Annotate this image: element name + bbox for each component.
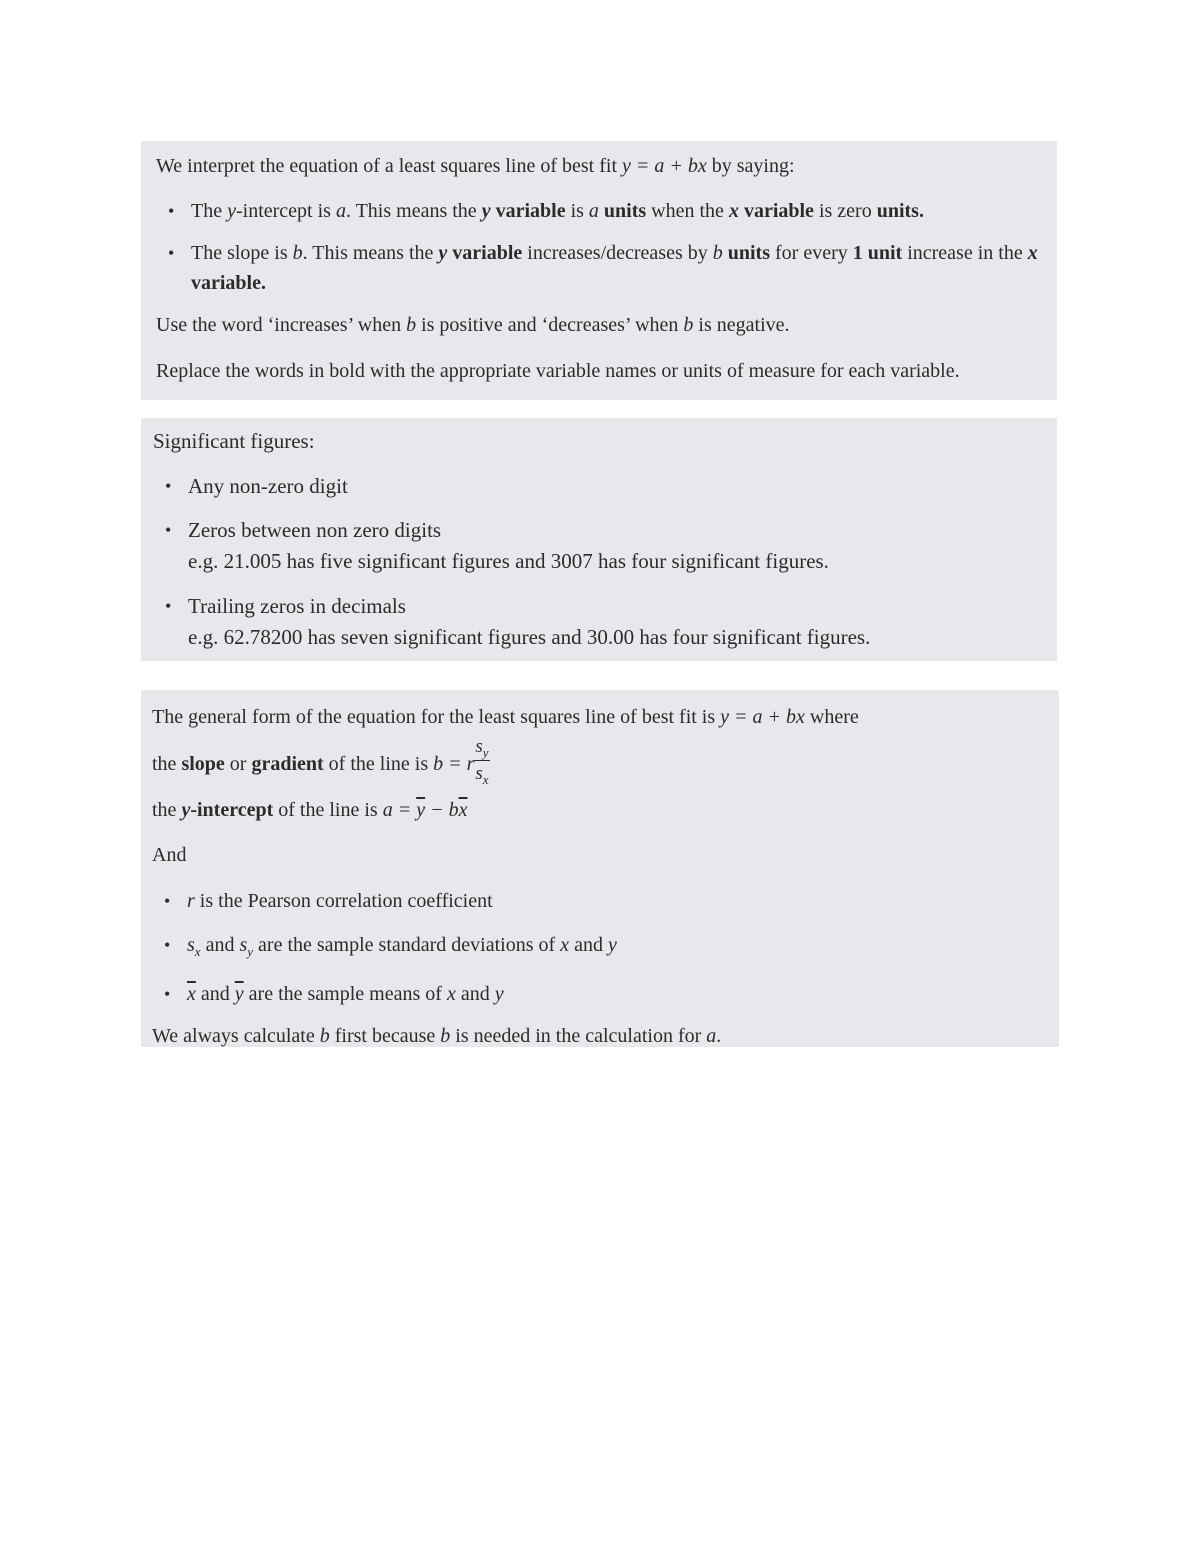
- example-text: e.g. 62.78200 has seven significant figures and 30.00 has four significant figures.: [188, 625, 871, 649]
- subscript: x: [194, 944, 201, 959]
- text: . This means the: [302, 242, 439, 264]
- bold-text: 1 unit: [852, 242, 903, 264]
- x-bar: $\overline{x}$: [187, 983, 196, 1005]
- var: a: [706, 1025, 717, 1047]
- var: y: [481, 200, 491, 222]
- list-item-slope: [156, 238, 1043, 298]
- text: The slope is: [191, 242, 293, 264]
- calculation-order-note: [152, 1021, 1045, 1051]
- var: b: [712, 242, 723, 264]
- subscript: y: [482, 744, 489, 760]
- list-item: [153, 591, 1043, 653]
- text: or: [224, 753, 252, 775]
- significant-figures-box: [141, 418, 1057, 661]
- text: is negative.: [693, 314, 790, 336]
- least-squares-interpretation-box: [141, 141, 1057, 400]
- bold-text: variable: [490, 200, 566, 222]
- text: is: [565, 200, 589, 222]
- text: The: [191, 200, 228, 222]
- text: are the sample standard deviations of: [253, 934, 561, 956]
- text: -intercept is: [235, 200, 336, 222]
- text: for every: [770, 242, 853, 264]
- text: .: [716, 1025, 722, 1047]
- example-text: e.g. 21.005 has five significant figures and 3007 has four significant figures.: [188, 549, 829, 573]
- var: b: [440, 1025, 451, 1047]
- var: a: [588, 200, 599, 222]
- text: the: [152, 799, 182, 821]
- list-item-intercept: [156, 196, 1043, 226]
- significant-figures-title: Significant figures:: [153, 429, 315, 453]
- subscript: x: [482, 772, 489, 788]
- text: Use the word ‘increases’ when: [156, 314, 407, 336]
- bold-text: units.: [876, 200, 924, 222]
- text: Any non-zero digit: [188, 474, 348, 498]
- definitions-list: [152, 886, 1045, 1009]
- equation: y = a + bx: [720, 706, 805, 728]
- var: a: [335, 200, 346, 222]
- text: We always calculate: [152, 1025, 320, 1047]
- var: x: [560, 934, 570, 956]
- var: s: [187, 934, 195, 956]
- text: Zeros between non zero digits: [188, 518, 442, 542]
- significant-figures-list: [153, 471, 1043, 653]
- var: y: [181, 799, 191, 821]
- list-item: [153, 471, 1043, 501]
- equation: y = a + bx: [622, 155, 707, 177]
- var: b: [292, 242, 303, 264]
- text: when the: [646, 200, 729, 222]
- text: The general form of the equation for the least squares line of best fit is: [152, 706, 721, 728]
- y-bar: $\overline{y}$: [416, 799, 426, 821]
- var: r: [187, 890, 195, 912]
- var: x: [728, 200, 739, 222]
- replace-words-note: Replace the words in bold with the appropriate variable names or units of measure for each variable.: [156, 360, 960, 382]
- bold-text: -intercept: [190, 799, 274, 821]
- increase-decrease-note: [156, 310, 1043, 340]
- text: and: [195, 983, 235, 1005]
- var: b: [319, 1025, 330, 1047]
- list-item: [152, 886, 1045, 916]
- text: is needed in the calculation for: [450, 1025, 707, 1047]
- list-item: [152, 979, 1045, 1009]
- bold-text: slope: [181, 753, 225, 775]
- var: y: [607, 934, 617, 956]
- text: are the sample means of: [243, 983, 447, 1005]
- least-squares-formula-box: [141, 690, 1059, 1047]
- slope-formula: [152, 734, 1045, 794]
- intercept-formula: [152, 795, 1045, 825]
- list-item: [153, 515, 1043, 577]
- bold-text: units: [598, 200, 647, 222]
- text: is the Pearson correlation coefficient: [194, 890, 493, 912]
- y-bar: $\overline{y}$: [234, 983, 244, 1005]
- text: of the line is: [323, 753, 434, 775]
- var: b: [406, 314, 417, 336]
- general-form-intro: [152, 702, 1045, 732]
- var: s: [239, 934, 248, 956]
- x-bar: $\overline{x}$: [458, 799, 468, 821]
- bold-text: variable.: [191, 272, 266, 294]
- equation: b = r: [433, 753, 475, 775]
- var: x: [446, 983, 456, 1005]
- denominator: s: [475, 763, 483, 785]
- and-label: And: [152, 844, 187, 866]
- text: is positive and ‘decreases’ when: [416, 314, 684, 336]
- text: and: [455, 983, 495, 1005]
- bold-text: units: [722, 242, 770, 264]
- bold-text: variable: [738, 200, 814, 222]
- text: Trailing zeros in decimals: [188, 594, 406, 618]
- text: and: [569, 934, 608, 956]
- text: . This means the: [345, 200, 482, 222]
- equation: a =: [382, 799, 417, 821]
- interpretation-list: [156, 196, 1043, 298]
- numerator: s: [475, 735, 483, 757]
- list-item: [152, 930, 1045, 967]
- text: and: [200, 934, 240, 956]
- text: where: [804, 706, 859, 728]
- bold-text: gradient: [251, 753, 324, 775]
- var: x: [1027, 242, 1038, 264]
- var: b: [683, 314, 694, 336]
- var: y: [438, 242, 448, 264]
- text: the: [152, 753, 182, 775]
- text: by saying:: [706, 155, 795, 177]
- text: of the line is: [273, 799, 383, 821]
- subscript: y: [247, 944, 254, 959]
- text: increases/decreases by: [522, 242, 713, 264]
- text: increase in the: [902, 242, 1028, 264]
- sy-over-sx-fraction: [474, 737, 489, 787]
- text: is zero: [813, 200, 877, 222]
- text: We interpret the equation of a least squares line of best fit: [156, 155, 623, 177]
- var: y: [227, 200, 236, 222]
- var: y: [494, 983, 504, 1005]
- interpretation-intro: [156, 151, 1043, 181]
- text: first because: [329, 1025, 441, 1047]
- equation: − b: [425, 799, 459, 821]
- bold-text: variable: [447, 242, 523, 264]
